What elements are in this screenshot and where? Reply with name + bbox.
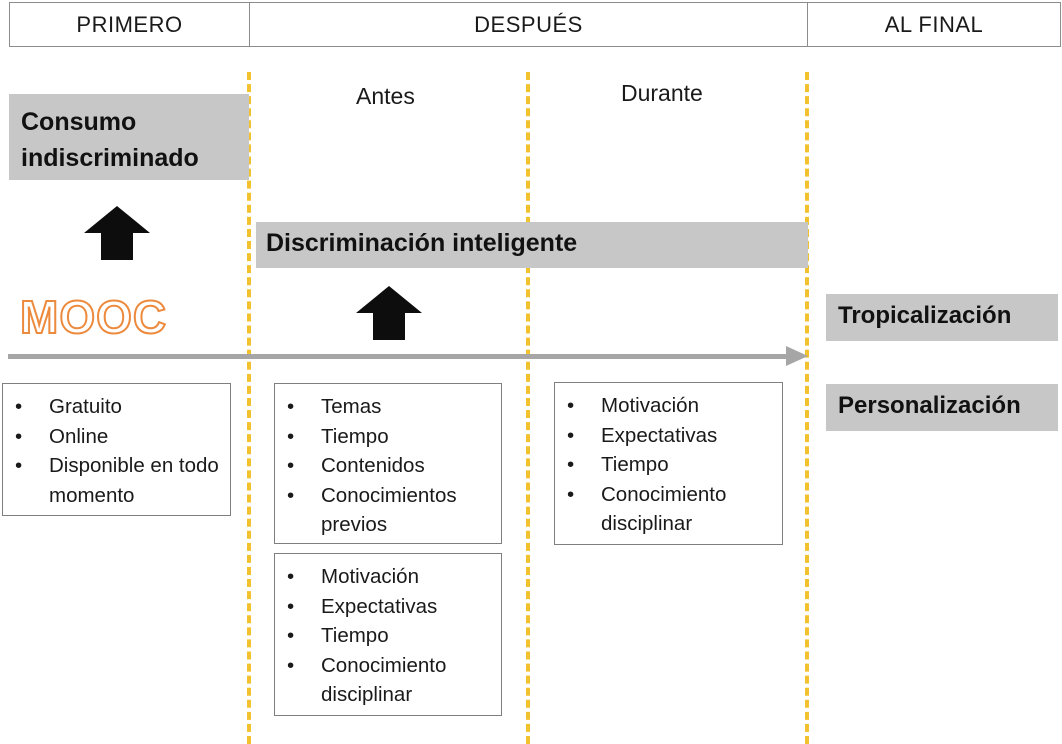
list-item: • Online xyxy=(11,422,222,452)
arrow-up-icon xyxy=(356,286,422,340)
bullet-list xyxy=(11,392,222,510)
list-item: • Expectativas xyxy=(563,421,774,451)
consumo-indiscriminado-label: Consumo indiscriminado xyxy=(21,108,199,172)
timeline-line xyxy=(8,354,788,359)
divider-line-2 xyxy=(526,72,530,744)
bullet-list xyxy=(563,391,774,539)
bullet-list xyxy=(283,392,493,540)
timeline-arrowhead xyxy=(786,346,808,366)
tropicalizacion-box xyxy=(826,294,1058,341)
discriminacion-inteligente-label: Discriminación inteligente xyxy=(266,229,578,257)
subheader-antes: Antes xyxy=(356,83,415,109)
subheader-durante: Durante xyxy=(621,80,703,106)
header-primero-label: PRIMERO xyxy=(76,11,183,37)
arrow-up-icon xyxy=(84,206,150,260)
list-item: • Expectativas xyxy=(283,592,493,622)
list-durante xyxy=(554,382,783,545)
personalizacion-box xyxy=(826,384,1058,431)
list-primero xyxy=(2,383,231,516)
list-item: • Gratuito xyxy=(11,392,222,422)
discriminacion-inteligente-box xyxy=(256,222,808,268)
header-despues-label: DESPUÉS xyxy=(474,11,583,37)
list-item: • Tiempo xyxy=(283,621,493,651)
header-primero xyxy=(9,2,250,47)
personalizacion-label: Personalización xyxy=(838,392,1021,419)
consumo-indiscriminado-box xyxy=(9,94,249,180)
list-item: • Conocimiento disciplinar xyxy=(283,651,493,710)
list-antes-1 xyxy=(274,383,502,544)
list-item: • Motivación xyxy=(283,562,493,592)
list-item: • Conocimientos previos xyxy=(283,481,493,540)
header-al-final xyxy=(807,2,1061,47)
list-antes-2 xyxy=(274,553,502,716)
mooc-logo: MOOC xyxy=(20,291,168,343)
header-al-final-label: AL FINAL xyxy=(884,11,984,37)
list-item: • Disponible en todo momento xyxy=(11,451,222,510)
list-item: • Motivación xyxy=(563,391,774,421)
list-item: • Contenidos xyxy=(283,451,493,481)
header-despues xyxy=(249,2,808,47)
tropicalizacion-label: Tropicalización xyxy=(838,302,1012,329)
list-item: • Tiempo xyxy=(563,450,774,480)
bullet-list xyxy=(283,562,493,710)
list-item: • Tiempo xyxy=(283,422,493,452)
list-item: • Conocimiento disciplinar xyxy=(563,480,774,539)
divider-line-3 xyxy=(805,72,809,744)
list-item: • Temas xyxy=(283,392,493,422)
